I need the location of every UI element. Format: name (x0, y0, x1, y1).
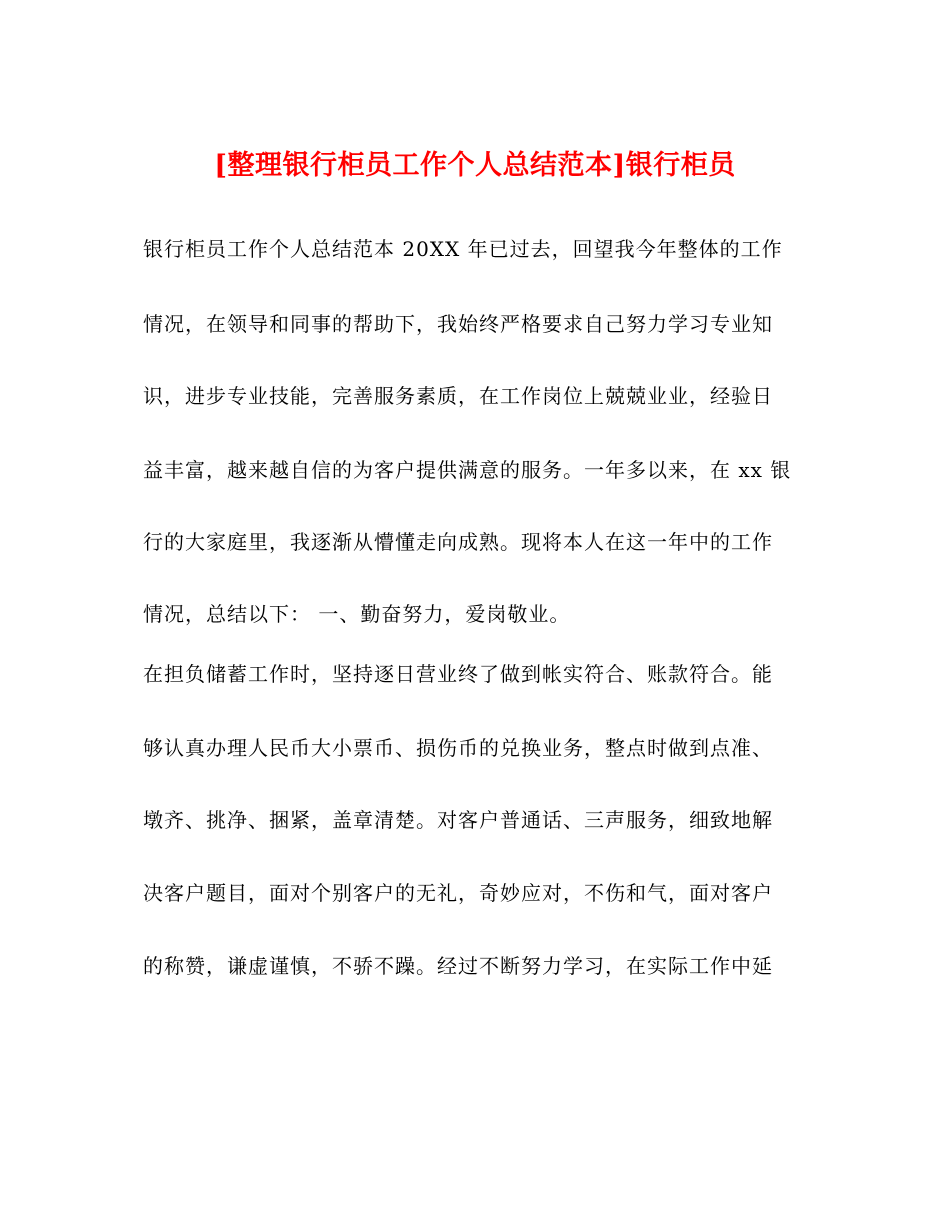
paragraph-line: 识，进步专业技能，完善服务素质，在工作岗位上兢兢业业，经验日 (143, 384, 773, 408)
paragraph-line: 银行柜员工作个人总结范本 20XX 年已过去，回望我今年整体的工作 (143, 237, 783, 261)
paragraph-line: 益丰富，越来越自信的为客户提供满意的服务。一年多以来，在 xx 银 (143, 458, 792, 482)
paragraph-line: 够认真办理人民币大小票币、损伤币的兑换业务，整点时做到点准、 (143, 736, 773, 760)
paragraph-line: 的称赞，谦虚谨慎，不骄不躁。经过不断努力学习，在实际工作中延 (143, 954, 773, 978)
paragraph-line: 决客户题目，面对个别客户的无礼，奇妙应对，不伤和气，面对客户 (143, 881, 773, 905)
paragraph-line: 情况，在领导和同事的帮助下，我始终严格要求自己努力学习专业知 (143, 312, 773, 336)
paragraph-line: 墩齐、挑净、捆紧，盖章清楚。对客户普通话、三声服务，细致地解 (143, 808, 773, 832)
paragraph-line: 行的大家庭里，我逐渐从懵懂走向成熟。现将本人在这一年中的工作 (143, 530, 773, 554)
paragraph-line: 在担负储蓄工作时，坚持逐日营业终了做到帐实符合、账款符合。能 (143, 662, 773, 686)
document-title: [整理银行柜员工作个人总结范本]银行柜员 (214, 150, 736, 181)
paragraph-line: 情况，总结以下： 一、勤奋努力，爱岗敬业。 (143, 602, 571, 626)
